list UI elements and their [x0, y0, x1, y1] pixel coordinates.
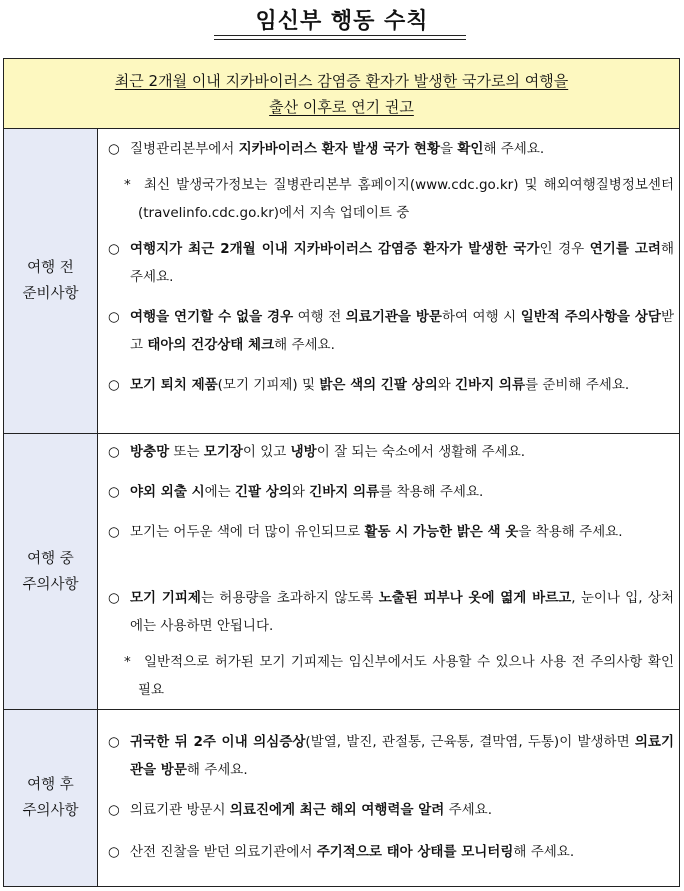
section-header-line: 주의사항	[22, 803, 79, 819]
bullet-icon: ○	[108, 734, 120, 750]
bullet-icon: ○	[108, 802, 120, 818]
bullet-icon: ○	[108, 844, 120, 860]
bullet-icon: ○	[108, 141, 120, 157]
banner-line-1: 최근 2개월 이내 지카바이러스 감염증 환자가 발생한 국가로의 여행을	[114, 71, 569, 90]
list-item: ○ 모기 퇴치 제품(모기 기피제) 및 밝은 색의 긴팔 상의와 긴바지 의류를 준비해 주세요.	[108, 371, 674, 399]
bullet-icon: ○	[108, 241, 120, 257]
page-title: 임신부 행동 수칙	[255, 9, 429, 34]
bullet-icon: ○	[108, 590, 120, 606]
list-item: ○ 여행지가 최근 2개월 이내 지카바이러스 감염증 환자가 발생한 국가인 경우 연기를 고려해 주세요.	[108, 235, 674, 291]
list-item: ○ 여행을 연기할 수 없을 경우 여행 전 의료기관을 방문하여 여행 시 일반적 주의사항을 상담받고 태아의 건강상태 체크해 주세요.	[108, 303, 674, 359]
section-header-line: 여행 후	[27, 777, 74, 793]
guideline-table	[3, 58, 680, 887]
note-item: * 최신 발생국가정보는 질병관리본부 홈페이지(www.cdc.go.kr) 및 해외여행질병정보센터(travelinfo.cdc.go.kr)에서 지속 업데이트 중	[124, 171, 674, 227]
section-header-line: 준비사항	[22, 286, 79, 302]
section-before-travel	[4, 129, 679, 434]
note-item: * 일반적으로 허가된 모기 기피제는 임신부에서도 사용할 수 있으나 사용 전 주의사항 확인 필요	[124, 648, 674, 704]
bullet-icon: ○	[108, 377, 120, 393]
bullet-icon: ○	[108, 444, 120, 460]
bullet-icon: ○	[108, 524, 120, 540]
travel-advisory-banner	[4, 59, 679, 129]
section-header-line: 주의사항	[22, 576, 79, 593]
section-header-line: 여행 전	[27, 260, 74, 276]
list-item: ○ 귀국한 뒤 2주 이내 의심증상(발열, 발진, 관절통, 근육통, 결막염, 두통)이 발생하면 의료기관을 방문해 주세요.	[108, 728, 674, 784]
list-item: ○ 야외 외출 시에는 긴팔 상의와 긴바지 의류를 착용해 주세요.	[108, 478, 674, 506]
list-item: ○ 의료기관 방문시 의료진에게 최근 해외 여행력을 알려 주세요.	[108, 796, 674, 824]
asterisk-icon: *	[124, 654, 131, 670]
section-header	[4, 129, 98, 433]
section-header	[4, 710, 98, 886]
list-item: ○ 질병관리본부에서 지카바이러스 환자 발생 국가 현황을 확인해 주세요.	[108, 135, 674, 163]
title-area	[0, 0, 684, 56]
list-item: ○ 방충망 또는 모기장이 있고 냉방이 잘 되는 숙소에서 생활해 주세요.	[108, 438, 674, 466]
list-item: ○ 산전 진찰을 받던 의료기관에서 주기적으로 태아 상태를 모니터링해 주세요.	[108, 838, 674, 866]
title-underline	[214, 35, 466, 36]
section-after-travel	[4, 710, 679, 886]
section-header	[4, 434, 98, 709]
title-underline	[214, 39, 466, 40]
list-item: ○ 모기 기피제는 허용량을 초과하지 않도록 노출된 피부나 옷에 엷게 바르고, 눈이나 입, 상처에는 사용하면 안됩니다.	[108, 584, 674, 640]
bullet-icon: ○	[108, 309, 120, 325]
bullet-icon: ○	[108, 484, 120, 500]
asterisk-icon: *	[124, 177, 131, 193]
banner-line-2: 출산 이후로 연기 권고	[269, 97, 414, 116]
section-header-line: 여행 중	[27, 550, 74, 567]
section-during-travel	[4, 434, 679, 710]
list-item: ○ 모기는 어두운 색에 더 많이 유인되므로 활동 시 가능한 밝은 색 옷을 착용해 주세요.	[108, 518, 674, 546]
